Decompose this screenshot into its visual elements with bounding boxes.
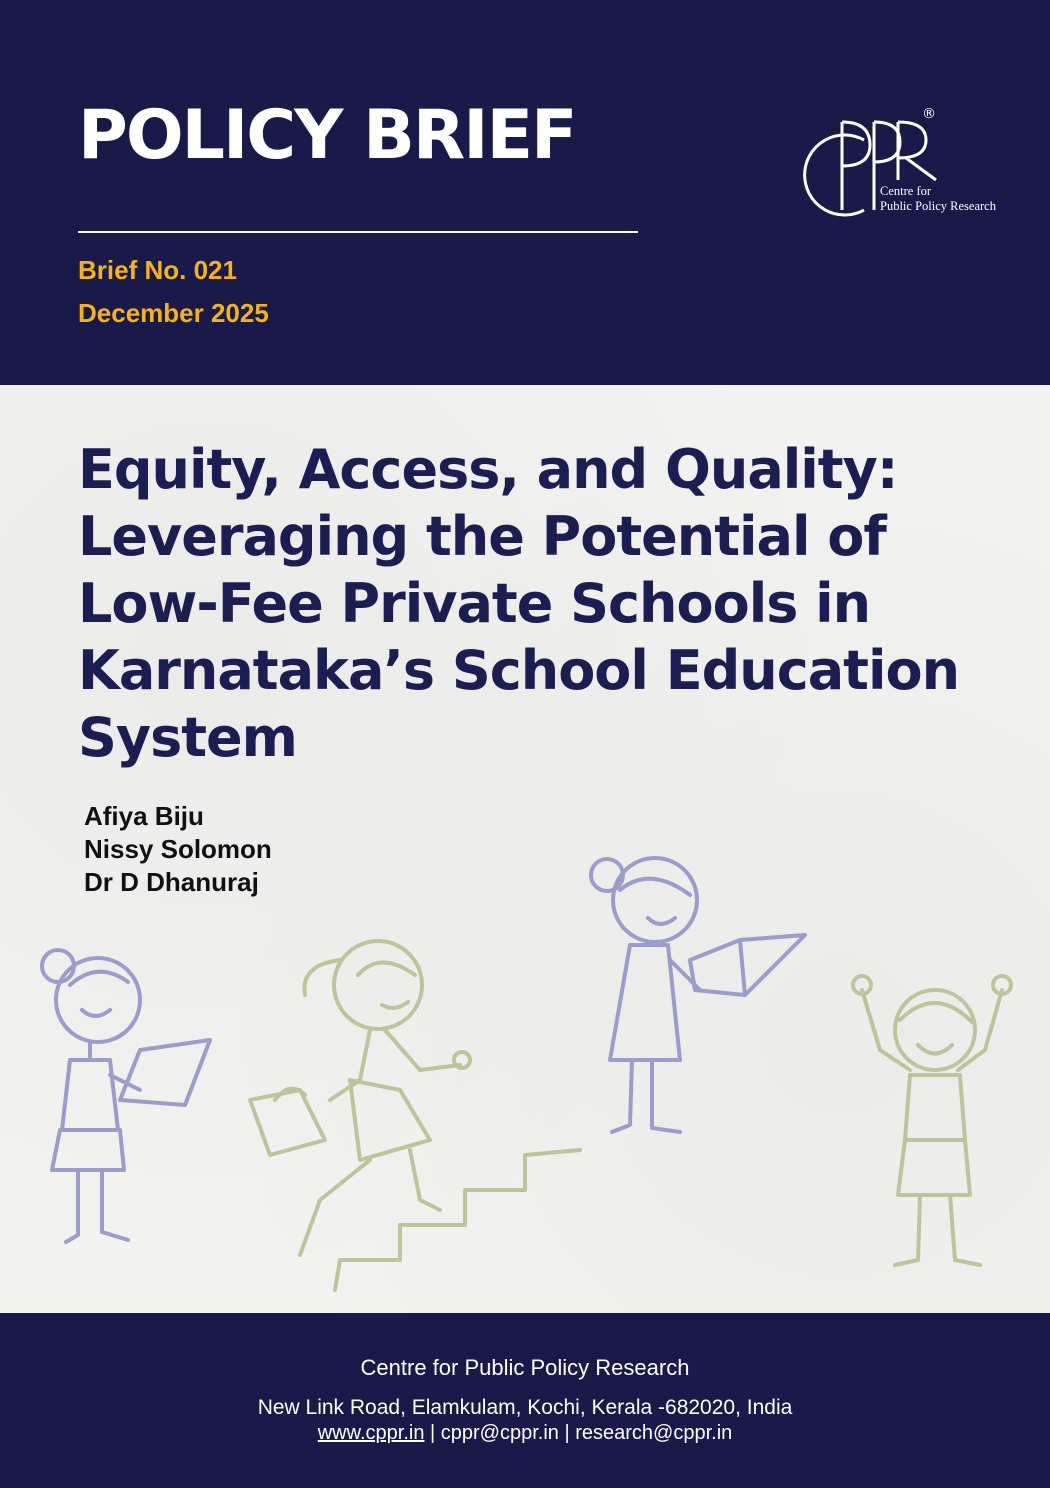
title-line: Low-Fee Private Schools in — [78, 572, 871, 635]
footer-contacts — [0, 1422, 1050, 1445]
footer-address: New Link Road, Elamkulam, Kochi, Kerala -682020, India — [257, 1396, 793, 1419]
cover-illustration — [0, 840, 1050, 1310]
footer-org-name: Centre for Public Policy Research — [360, 1355, 690, 1380]
girl-climbing-stairs-icon — [250, 941, 580, 1290]
document-title — [78, 436, 978, 771]
girl-reading-book-icon — [591, 858, 805, 1132]
email-cppr[interactable]: cppr@cppr.in — [440, 1422, 559, 1444]
title-line: System — [78, 706, 297, 769]
author-name: Dr D Dhanuraj — [84, 867, 259, 897]
girl-cheering-icon — [853, 976, 1011, 1265]
separator: | — [558, 1422, 576, 1444]
registered-mark: ® — [922, 106, 936, 122]
girl-with-tablet-icon — [42, 950, 210, 1242]
footer-band — [0, 1313, 1050, 1488]
author-name: Afiya Biju — [84, 801, 204, 831]
brief-number: Brief No. 021 — [78, 255, 237, 285]
document-kicker: POLICY BRIEF — [78, 96, 576, 175]
separator: | — [424, 1422, 441, 1444]
logo-org-line1: Centre for — [880, 184, 932, 198]
title-line: Leveraging the Potential of — [78, 505, 886, 568]
logo-org-line2: Public Policy Research — [880, 199, 996, 213]
title-line: Equity, Access, and Quality: — [78, 438, 898, 501]
header-divider — [78, 231, 638, 233]
author-name: Nissy Solomon — [84, 834, 272, 864]
email-research[interactable]: research@cppr.in — [575, 1422, 733, 1444]
website-link[interactable]: www.cppr.in — [317, 1422, 425, 1444]
brief-date: December 2025 — [78, 298, 269, 328]
header-band — [0, 0, 1050, 385]
title-line: Karnataka’s School Education — [78, 639, 960, 702]
